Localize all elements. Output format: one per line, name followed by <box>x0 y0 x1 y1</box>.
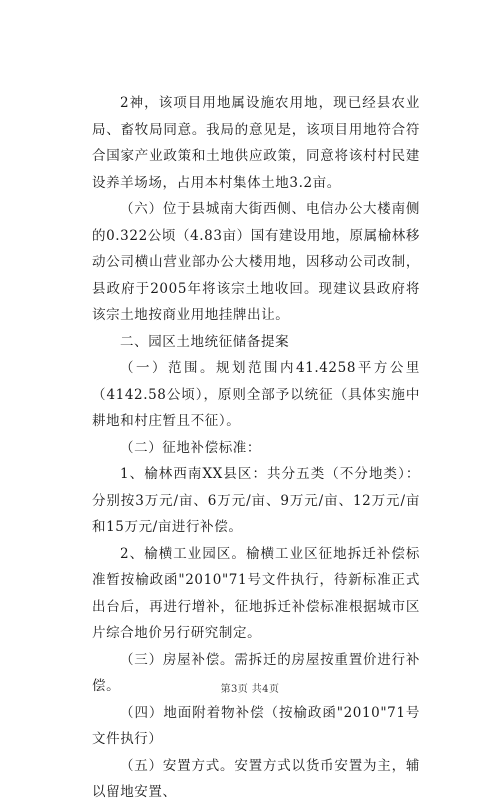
paragraph-compensation-two: 2、榆横工业园区。榆横工业区征地拆迁补偿标准暂按榆政函"2010"71号文件执行，待新标准正式出台后，再进行增补，征地拆迁补偿标准根据城市区片综合地价另行研究制定。 <box>92 545 420 641</box>
paragraph-item-six: （六）位于县城南大街西侧、电信办公大楼南侧的0.322公顷（4.83亩）国有建设用地，原属榆林移动公司横山营业部办公大楼用地，因移动公司改制，县政府于2005年将该宗土地收回。现建议县政府将该宗土地按商业用地挂牌出让。 <box>92 201 420 323</box>
document-body <box>92 90 420 806</box>
paragraph-continuation: 2神，该项目用地属设施农用地，现已经县农业局、畜牧局同意。我局的意见是，该项目用地符合符合国家产业政策和土地供应政策，同意将该村村民建设养羊场场，占用本村集体土地3.2亩。 <box>92 95 420 191</box>
section-heading: 二、园区土地统征储备提案 <box>120 333 290 350</box>
paragraph-attachments: （四）地面附着物补偿（按榆政函"2010"71号文件执行） <box>92 704 420 747</box>
paragraph-resettlement: （五）安置方式。安置方式以货币安置为主，辅以留地安置、 <box>92 757 420 800</box>
paragraph-compensation-one: 1、榆林西南XX县区：共分五类（不分地类）：分别按3万元/亩、6万元/亩、9万元/亩、12万元/亩和15万元/亩进行补偿。 <box>92 466 420 535</box>
page-footer: 第3页 共4页 <box>220 684 280 695</box>
paragraph-scope: （一）范围。规划范围内41.4258平方公里（4142.58公顷），原则全部予以统征（具体实施中耕地和村庄暂且不征）。 <box>92 360 420 429</box>
paragraph-housing: （三）房屋补偿。需拆迁的房屋按重置价进行补偿。 <box>92 651 420 694</box>
paragraph-compensation-heading: （二）征地补偿标准： <box>120 439 261 456</box>
